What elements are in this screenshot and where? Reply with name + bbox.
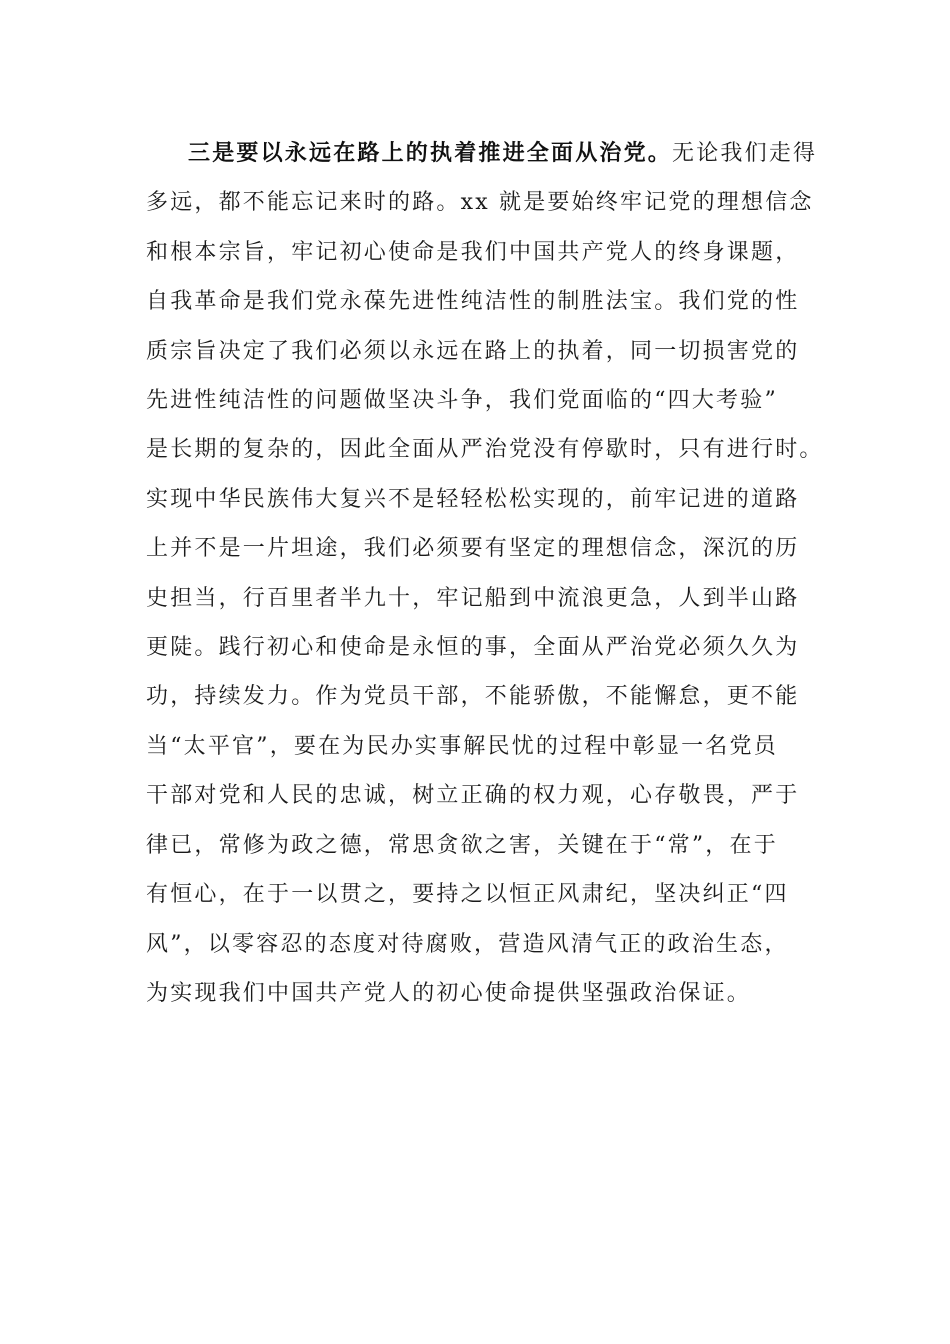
paragraph-line-14: 干部对党和人民的忠诚，树立正确的权力观，心存敬畏，严于 <box>146 783 800 809</box>
paragraph-line-11: 更陡。践行初心和使命是永恒的事，全面从严治党必须久久为 <box>146 635 800 661</box>
paragraph-line-1 <box>146 129 836 178</box>
paragraph-line-7: 是长期的复杂的，因此全面从严治党没有停歇时，只有进行时。 <box>146 437 824 463</box>
paragraph-line-text: 无论我们走得 <box>672 141 818 166</box>
paragraph-lead-sentence: 三是要以永远在路上的执着推进全面从治党。 <box>188 140 673 166</box>
paragraph-line-13: 当“太平官”，要在为民办实事解民忧的过程中彰显一名党员 <box>146 733 778 759</box>
paragraph-line-8: 实现中华民族伟大复兴不是轻轻松松实现的，前牢记进的道路 <box>146 486 800 512</box>
paragraph-line-18: 为实现我们中国共产党人的初心使命提供坚强政治保证。 <box>146 980 752 1006</box>
paragraph-line-16: 有恒心，在于一以贯之，要持之以恒正风肃纪，坚决纠正“四 <box>146 882 789 908</box>
paragraph-line-15: 律已，常修为政之德，常思贪欲之害，关键在于“常”，在于 <box>146 832 778 858</box>
body-paragraph <box>146 129 836 1018</box>
paragraph-line-17: 风”，以零容忍的态度对待腐败，营造风清气正的政治生态， <box>146 931 789 957</box>
paragraph-line-10: 史担当，行百里者半九十，牢记船到中流浪更急，人到半山路 <box>146 585 800 611</box>
paragraph-line-3: 和根本宗旨，牢记初心使命是我们中国共产党人的终身课题， <box>146 239 800 265</box>
paragraph-line-6: 先进性纯洁性的问题做坚决斗争，我们党面临的“四大考验” <box>146 388 778 414</box>
paragraph-line-12: 功，持续发力。作为党员干部，不能骄傲，不能懈怠，更不能 <box>146 684 800 710</box>
paragraph-line-5: 质宗旨决定了我们必须以永远在路上的执着，同一切损害党的 <box>146 338 800 364</box>
paragraph-line-4: 自我革命是我们党永葆先进性纯洁性的制胜法宝。我们党的性 <box>146 289 800 315</box>
paragraph-line-2: 多远，都不能忘记来时的路。xx 就是要始终牢记党的理想信念 <box>146 190 814 216</box>
paragraph-line-9: 上并不是一片坦途，我们必须要有坚定的理想信念，深沉的历 <box>146 536 800 562</box>
